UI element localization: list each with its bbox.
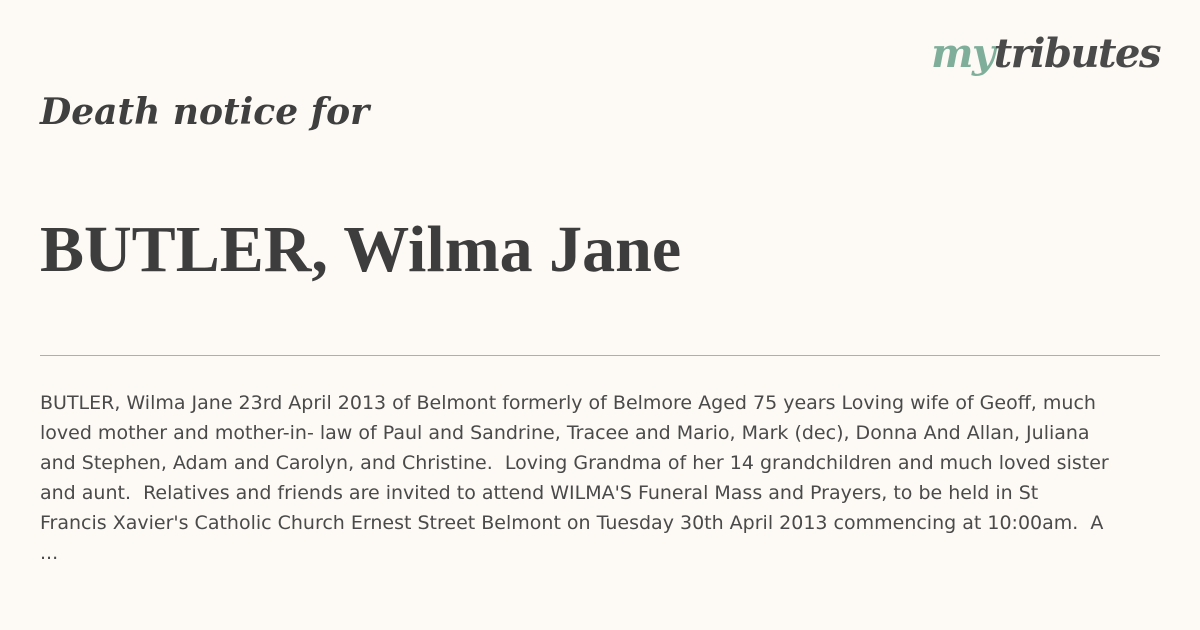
notice-text: BUTLER, Wilma Jane 23rd April 2013 of Belmont formerly of Belmore Aged 75 years Loving wife of Geoff, much loved mother and mother-in- law of Paul and Sandrine, Tracee and Mario, Mark (dec), Donna And Allan, Juliana and Stephen, Adam and Carolyn, and Christine. Loving Grandma of her 14 grandchildren and much loved sister and aunt. Relatives and friends are invited to attend WILMA'S Funeral Mass and Prayers, to be held in St Francis Xavier's Catholic Church Ernest Street Belmont on Tuesday 30th April 2013 commencing at 10:00am. A ...: [40, 392, 1109, 564]
divider: [40, 355, 1160, 356]
page-subtitle: Death notice for: [40, 91, 370, 133]
mytributes-logo[interactable]: [931, 30, 1160, 77]
logo-my-text: my: [931, 30, 994, 77]
deceased-name: BUTLER, Wilma Jane: [40, 213, 682, 286]
logo-tributes-text: tributes: [993, 30, 1160, 77]
